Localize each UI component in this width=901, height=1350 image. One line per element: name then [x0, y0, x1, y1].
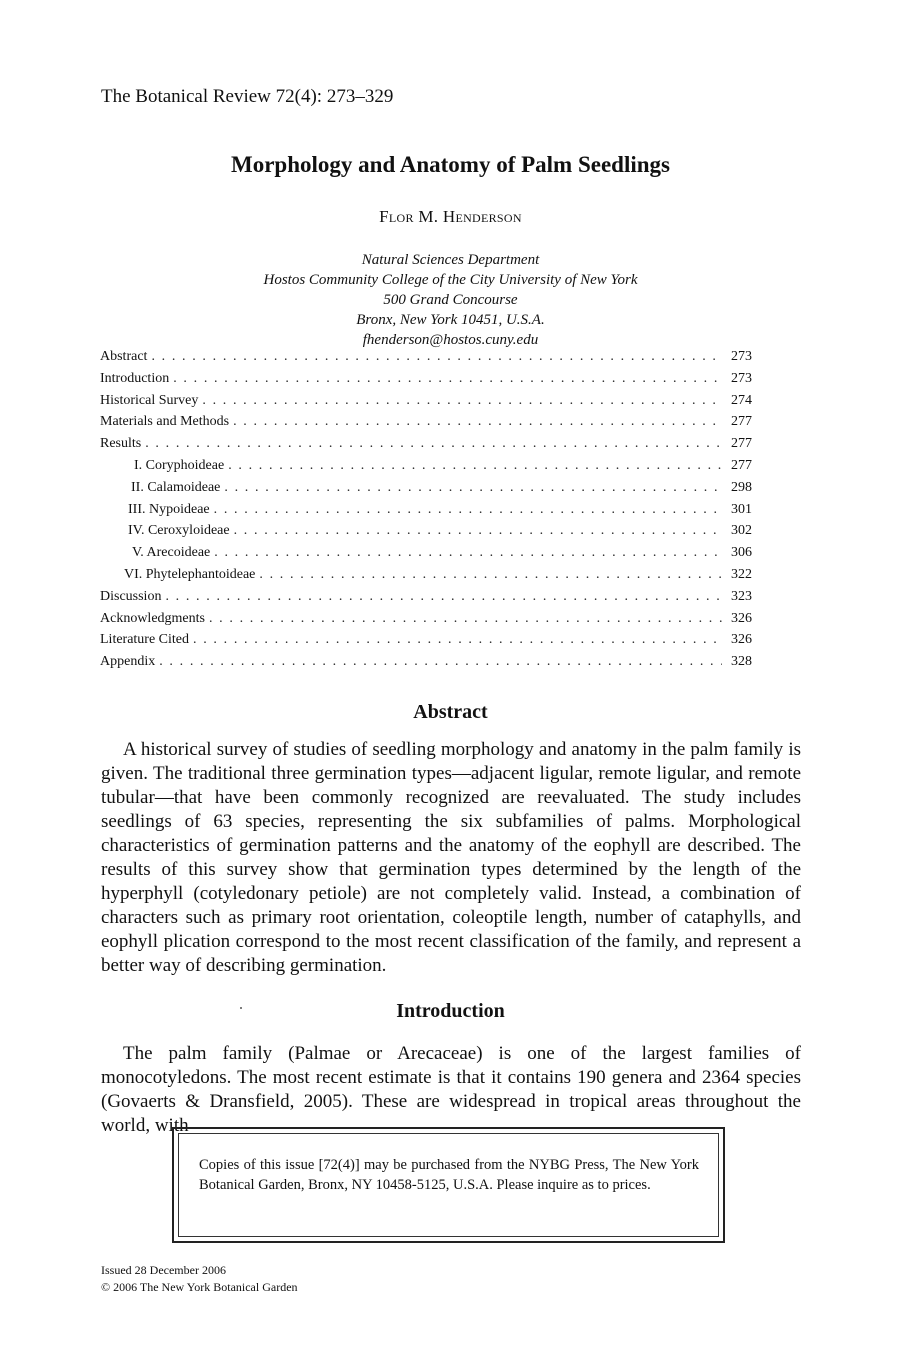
page-footer	[101, 1262, 298, 1296]
journal-citation: The Botanical Review 72(4): 273–329	[101, 86, 394, 107]
abstract-heading: Abstract	[413, 701, 488, 723]
toc-label: Historical Survey	[100, 392, 199, 408]
toc-label: Abstract	[100, 349, 148, 364]
introduction-heading: Introduction	[396, 1000, 505, 1022]
toc-page-number: 273	[731, 370, 752, 386]
toc-page-number: 277	[731, 414, 752, 430]
toc-dot-leader	[234, 523, 722, 539]
toc-entry-nypoideae[interactable]	[100, 502, 752, 524]
toc-page-number: 302	[731, 523, 752, 539]
toc-label: III. Nypoideae	[128, 501, 210, 517]
toc-dot-leader	[173, 371, 722, 387]
toc-entry-ceroxyloideae[interactable]	[100, 523, 752, 545]
toc-dot-leader	[202, 393, 722, 409]
toc-entry-materials-methods[interactable]	[100, 414, 752, 436]
toc-label: IV. Ceroxyloideae	[128, 523, 230, 539]
purchase-notice-box	[172, 1127, 725, 1243]
toc-label: Results	[100, 436, 142, 452]
toc-dot-leader	[209, 611, 722, 627]
toc-dot-leader	[165, 589, 722, 605]
toc-entry-calamoideae[interactable]	[100, 480, 752, 502]
toc-entry-coryphoideae[interactable]	[100, 458, 752, 480]
toc-page-number: 306	[731, 545, 752, 561]
article-title: Morphology and Anatomy of Palm Seedlings	[231, 152, 670, 177]
toc-dot-leader	[233, 414, 722, 430]
toc-label: I. Coryphoideae	[134, 457, 225, 473]
toc-label: V. Arecoideae	[132, 545, 211, 561]
affiliation-department: Natural Sciences Department	[361, 252, 540, 268]
toc-page-number: 273	[731, 349, 752, 364]
introduction-text: The palm family (Palmae or Arecaceae) is one of the largest families of monocotyledons. The most recent estimate is that it contains 190 genera and 2364 species (Govaerts & Dransfield, 2005). These are widespread in tropical areas throughout the world, with	[101, 1043, 801, 1136]
toc-dot-leader	[193, 632, 722, 648]
issue-date: Issued 28 December 2006	[101, 1263, 226, 1277]
toc-page-number: 322	[731, 566, 752, 582]
toc-dot-leader	[228, 458, 722, 474]
toc-label: Introduction	[100, 370, 170, 386]
toc-page-number: 298	[731, 479, 752, 495]
toc-label: VI. Phytelephantoideae	[124, 566, 256, 582]
purchase-notice-text: Copies of this issue [72(4)] may be purchased from the NYBG Press, The New York Botanical Garden, Bronx, NY 10458-5125, U.S.A. Please inquire as to prices.	[199, 1157, 699, 1193]
toc-dot-leader	[159, 654, 722, 670]
author-name: Flor M. Henderson	[379, 207, 522, 226]
toc-entry-results[interactable]	[100, 436, 752, 458]
toc-page-number: 301	[731, 501, 752, 517]
toc-label: Acknowledgments	[100, 610, 205, 626]
toc-page-number: 277	[731, 436, 752, 452]
toc-dot-leader	[259, 567, 722, 583]
toc-page-number: 326	[731, 632, 752, 648]
toc-dot-leader	[151, 349, 722, 365]
toc-entry-acknowledgments[interactable]	[100, 611, 752, 633]
toc-entry-abstract[interactable]	[100, 349, 752, 371]
affiliation-street: 500 Grand Concourse	[383, 292, 518, 308]
toc-entry-literature-cited[interactable]	[100, 632, 752, 654]
toc-page-number: 326	[731, 610, 752, 626]
toc-entry-historical-survey[interactable]	[100, 393, 752, 415]
toc-page-number: 277	[731, 457, 752, 473]
abstract-text: A historical survey of studies of seedling morphology and anatomy in the palm family is given. The traditional three germination types—adjacent ligular, remote ligular, and remote tubular—that have been commonly recognized are reevaluated. The study includes seedlings of 63 species, representing the six subfamilies of palms. Morphological characteristics of germination patterns and the anatomy of the eophyll are described. The results of this survey show that germination types determined by the length of the hyperphyll (cotyledonary petiole) are not completely valid. Instead, a combination of characters such as primary root orientation, coleoptile length, number of cataphylls, and eophyll plication correspond to the most recent classification of the family, and represent a better way of describing germination.	[101, 739, 801, 976]
author-affiliation	[0, 250, 901, 350]
toc-entry-appendix[interactable]	[100, 654, 752, 676]
toc-entry-phytelephantoideae[interactable]	[100, 567, 752, 589]
affiliation-email[interactable]: fhenderson@hostos.cuny.edu	[362, 332, 539, 348]
toc-label: II. Calamoideae	[131, 479, 221, 495]
toc-page-number: 323	[731, 588, 752, 604]
table-of-contents	[100, 349, 752, 676]
toc-entry-arecoideae[interactable]	[100, 545, 752, 567]
toc-entry-introduction[interactable]	[100, 371, 752, 393]
toc-label: Literature Cited	[100, 632, 190, 648]
toc-entry-discussion[interactable]	[100, 589, 752, 611]
toc-dot-leader	[224, 480, 722, 496]
toc-label: Appendix	[100, 654, 156, 670]
toc-label: Materials and Methods	[100, 414, 230, 430]
toc-dot-leader	[214, 545, 722, 561]
affiliation-city: Bronx, New York 10451, U.S.A.	[356, 312, 545, 328]
toc-dot-leader	[145, 436, 722, 452]
toc-label: Discussion	[100, 588, 162, 604]
toc-page-number: 328	[731, 654, 752, 670]
affiliation-college: Hostos Community College of the City University of New York	[263, 272, 638, 288]
toc-page-number: 274	[731, 392, 752, 408]
toc-dot-leader	[214, 502, 722, 518]
copyright-notice: © 2006 The New York Botanical Garden	[101, 1280, 298, 1294]
